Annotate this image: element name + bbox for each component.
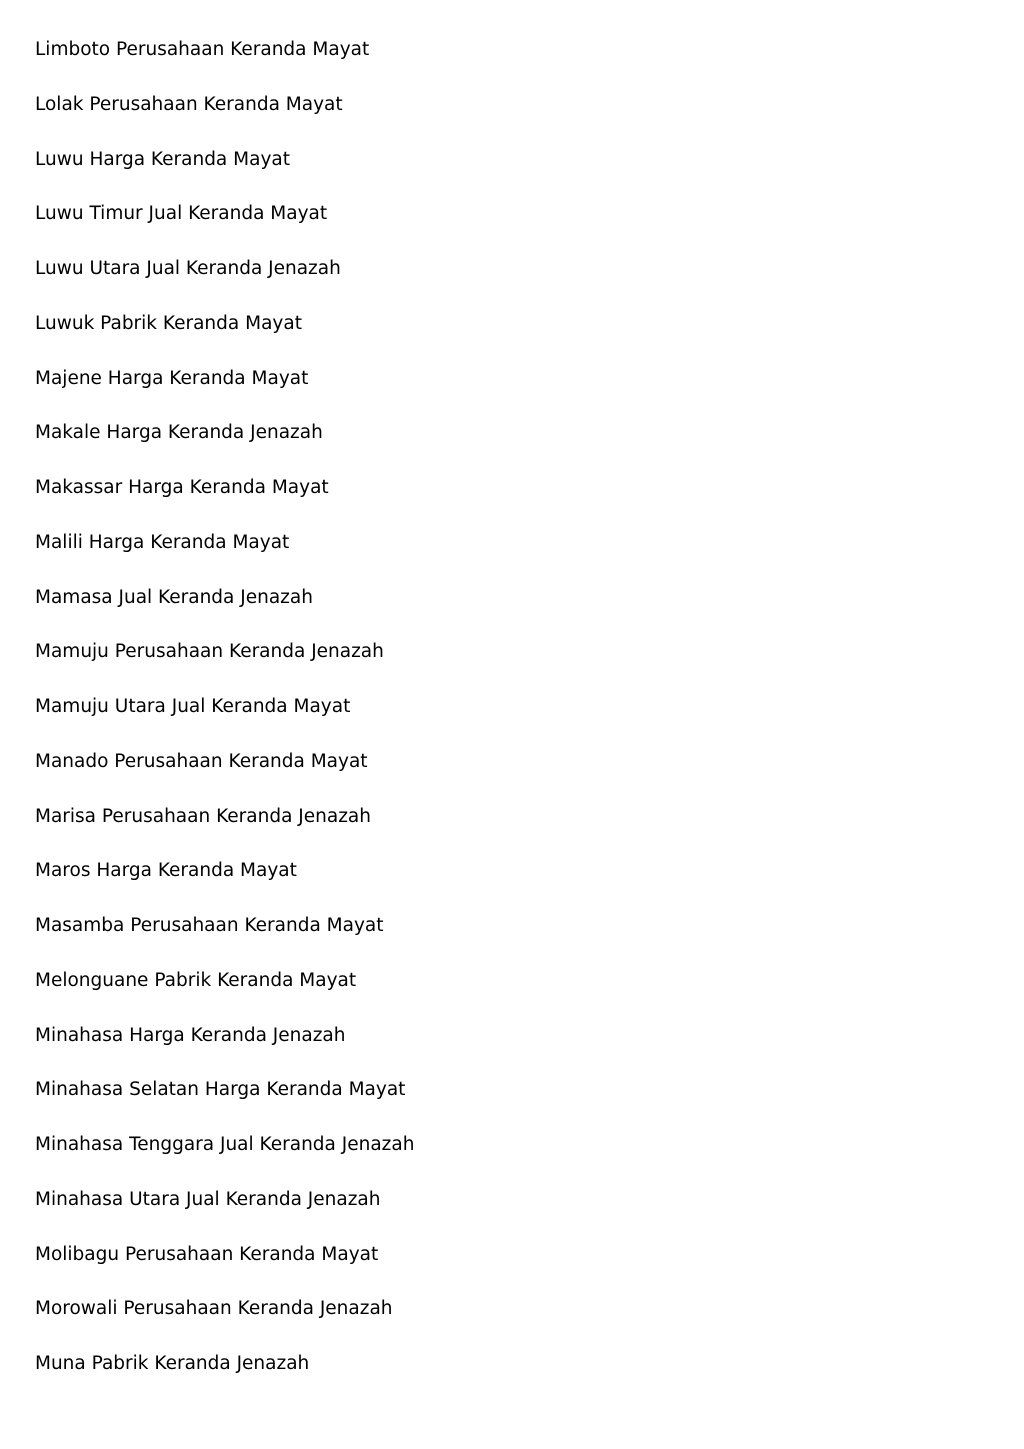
list-item[interactable]: Luwuk Pabrik Keranda Mayat (35, 312, 302, 334)
list-item[interactable]: Mamuju Perusahaan Keranda Jenazah (35, 641, 384, 663)
list-item[interactable]: Limboto Perusahaan Keranda Mayat (35, 39, 370, 60)
list-item[interactable]: Lolak Perusahaan Keranda Mayat (35, 93, 343, 115)
keyword-list (35, 36, 1024, 1405)
list-item[interactable]: Luwu Timur Jual Keranda Mayat (35, 203, 328, 225)
list-item[interactable]: Luwu Harga Keranda Mayat (35, 148, 290, 170)
list-item[interactable]: Minahasa Tenggara Jual Keranda Jenazah (35, 1134, 415, 1155)
list-item[interactable]: Makassar Harga Keranda Mayat (35, 477, 329, 498)
list-item[interactable]: Mamuju Utara Jual Keranda Mayat (35, 696, 351, 717)
list-item[interactable]: Melonguane Pabrik Keranda Mayat (35, 969, 357, 991)
list-item[interactable]: Mamasa Jual Keranda Jenazah (35, 586, 313, 608)
list-item[interactable]: Malili Harga Keranda Mayat (35, 531, 290, 553)
list-item[interactable]: Minahasa Harga Keranda Jenazah (35, 1024, 346, 1046)
list-item[interactable]: Manado Perusahaan Keranda Mayat (35, 750, 368, 772)
list-item[interactable]: Masamba Perusahaan Keranda Mayat (35, 915, 384, 936)
list-item[interactable]: Morowali Perusahaan Keranda Jenazah (35, 1298, 393, 1320)
list-item[interactable]: Minahasa Utara Jual Keranda Jenazah (35, 1188, 381, 1210)
list-item[interactable]: Makale Harga Keranda Jenazah (35, 422, 323, 444)
list-item[interactable]: Luwu Utara Jual Keranda Jenazah (35, 258, 341, 279)
list-item[interactable]: Majene Harga Keranda Mayat (35, 367, 309, 389)
list-item[interactable]: Maros Harga Keranda Mayat (35, 860, 297, 882)
list-item[interactable]: Minahasa Selatan Harga Keranda Mayat (35, 1079, 406, 1101)
list-item[interactable]: Molibagu Perusahaan Keranda Mayat (35, 1243, 379, 1265)
list-item[interactable]: Marisa Perusahaan Keranda Jenazah (35, 805, 371, 827)
list-item[interactable]: Muna Pabrik Keranda Jenazah (35, 1353, 310, 1374)
